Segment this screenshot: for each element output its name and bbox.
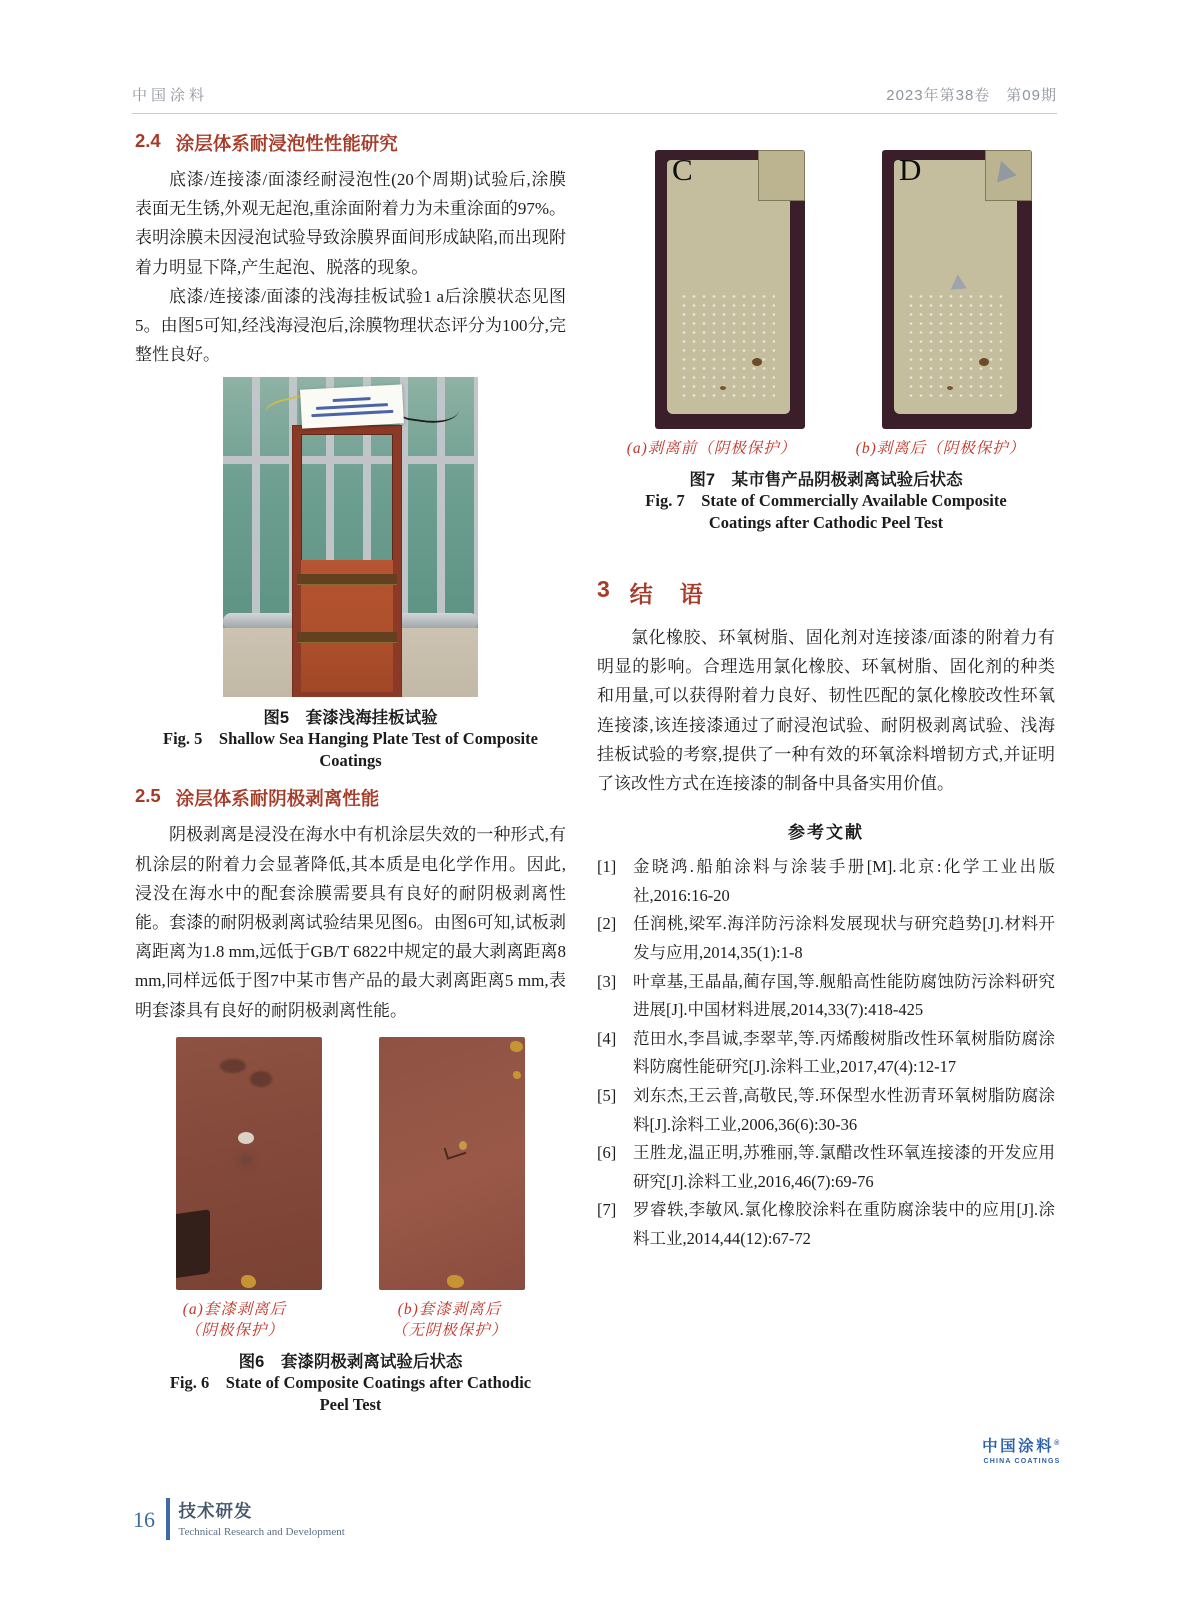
sample-tag [300, 385, 404, 429]
footer-section-zh: 技术研发 [178, 1501, 253, 1521]
inset-zoom [985, 150, 1032, 201]
reference-number: [4] [597, 1028, 617, 1048]
figure6-caption-en: Fig. 6 State of Composite Coatings after Cathodic Peel Test [169, 1372, 532, 1414]
chip [510, 1041, 523, 1052]
references-title: 参考文献 [788, 823, 864, 843]
section-number: 2.5 [135, 785, 161, 807]
stain [220, 1059, 246, 1073]
paragraph: 阴极剥离是浸没在海水中有机涂层失效的一种形式,有机涂层的附着力会显著降低,其本质是电化学作用。因此,浸没在海水中的配套涂膜需要具有良好的耐阴极剥离性能。套漆的耐阴极剥离试验结果见图6。由图6可知,试板剥离距离为1.8 mm,远低于GB/T 6822中规定的最大剥离距离8 mm,同样远低于图7中某市售产品的最大剥离距离5 mm,表明套漆具有良好的耐阴极剥离性能。 [135, 825, 566, 1020]
figure7-subcaptions [597, 438, 1055, 459]
logo-text-zh: 中国涂料® [982, 1438, 1062, 1455]
dark-patch [176, 1209, 210, 1279]
reference-text: 范田水,李昌诚,李翠苹,等.丙烯酸树脂改性环氧树脂防腐涂料防腐性能研究[J].涂料工业,2017,47(4):12-17 [633, 1028, 1055, 1077]
reference-item [597, 968, 1055, 1025]
page-header [132, 84, 1057, 114]
reference-text: 金晓鸿.船舶涂料与涂装手册[M].北京:化学工业出版社,2016:16-20 [633, 857, 1055, 905]
blister-speckles [679, 292, 775, 399]
tag-text-line [333, 397, 371, 402]
fouling-band [297, 574, 397, 584]
reference-number: [6] [597, 1143, 617, 1163]
section-title: 涂层体系耐阴极剥离性能 [175, 788, 380, 810]
figure7-photos [655, 150, 1055, 429]
reference-number: [5] [597, 1085, 617, 1105]
reference-item [597, 1196, 1055, 1253]
section-3-heading [597, 576, 1055, 609]
section-2-5-heading [135, 785, 566, 811]
issue-info: 2023年第38卷 第09期 [886, 87, 1057, 104]
figure6-caption-a: (a)套漆剥离后 （阴极保护） [182, 1300, 287, 1339]
test-panel [301, 560, 393, 692]
page-footer [133, 1498, 345, 1540]
registered-mark: ® [1054, 1439, 1062, 1447]
section-2-4-heading [135, 130, 566, 156]
footer-divider [166, 1498, 170, 1540]
reference-text: 刘东杰,王云普,高敬民,等.环保型水性沥青环氧树脂防腐涂料[J].涂料工业,2006,36(6):30-36 [633, 1085, 1055, 1134]
reference-item [597, 1082, 1055, 1139]
reference-text: 叶章基,王晶晶,蔺存国,等.舰船高性能防腐蚀防污涂料研究进展[J].中国材料进展,2014,33(7):418-425 [633, 971, 1055, 1020]
section-title: 结 语 [629, 581, 705, 607]
figure5-caption-zh: 图5 套漆浅海挂板试验 [263, 709, 438, 728]
reference-item [597, 910, 1055, 967]
reference-item [597, 1025, 1055, 1082]
paragraph: 氯化橡胶、环氧树脂、固化剂对连接漆/面漆的附着力有明显的影响。合理选用氯化橡胶、环氧树脂、固化剂的种类和用量,可以获得附着力良好、韧性匹配的氯化橡胶改性环氧连接漆,该连接漆通过了耐浸泡试验、耐阴极剥离试验、浅海挂板试验的考察,提供了一种有效的环氧涂料增韧方式,并证明了该改性方式在连接漆的制备中具备实用价值。 [597, 628, 1055, 794]
center-mark-dot [459, 1141, 467, 1150]
figure6-photos [135, 1037, 566, 1290]
rust-dots [979, 358, 989, 366]
figure6-caption-zh: 图6 套漆阴极剥离试验后状态 [238, 1352, 463, 1371]
tag-text-line [311, 410, 393, 417]
figure6-panel-a [176, 1037, 322, 1290]
figure7-caption-zh: 图7 某市售产品阴极剥离试验后状态 [689, 471, 963, 489]
china-coatings-logo [977, 1434, 1067, 1465]
figure6-caption-b: (b)套漆剥离后 （无阴极保护） [391, 1300, 508, 1339]
right-column [597, 150, 1055, 1254]
logo-text-en: CHINA COATINGS [983, 1458, 1061, 1465]
section-number: 2.4 [135, 130, 161, 151]
blister-speckles [906, 292, 1002, 399]
figure7-caption-a: (a)剥离前（阴极保护） [626, 440, 797, 457]
left-column [135, 126, 566, 1416]
figure7-caption-en: Fig. 7 State of Commercially Available Composite Coatings after Cathodic Peel Test [645, 491, 1007, 532]
section-title: 涂层体系耐浸泡性性能研究 [175, 133, 398, 154]
section-number: 3 [597, 576, 612, 602]
reference-text: 任润桃,梁军.海洋防污涂料发展现状与研究趋势[J].材料开发与应用,2014,35(1):1-8 [633, 914, 1055, 962]
chip [241, 1275, 256, 1288]
journal-name: 中国涂料 [132, 87, 209, 104]
reference-text: 王胜龙,温正明,苏雅丽,等.氯醋改性环氧连接漆的开发应用研究[J].涂料工业,2016,46(7):69-76 [633, 1143, 1055, 1191]
stain [250, 1071, 272, 1087]
chip [513, 1071, 521, 1079]
chip [447, 1275, 464, 1288]
reference-number: [2] [597, 914, 617, 934]
figure7-panel-d [882, 150, 1032, 429]
footer-section-en: Technical Research and Development [178, 1526, 345, 1538]
rust-dots [752, 358, 762, 366]
figure7-panel-c [655, 150, 805, 429]
paragraph: 底漆/连接漆/面漆经耐浸泡性(20个周期)试验后,涂膜表面无生锈,外观无起泡,重涂面附着力为未重涂面的97%。表明涂膜未因浸泡试验导致涂膜界面间形成缺陷,而出现附着力明显下降,产生起泡、脱落的现象。 [135, 170, 566, 277]
test-frame [293, 426, 401, 697]
fouling-band [297, 632, 397, 642]
drip-defect [238, 1132, 254, 1144]
figure5-photo [223, 377, 478, 697]
reference-item [597, 1139, 1055, 1196]
tag-text-line [316, 404, 388, 411]
reference-item [597, 853, 1055, 910]
figure6-subcaptions [135, 1299, 566, 1341]
panel-label: D [899, 152, 922, 187]
defect-zoomed [997, 161, 1019, 186]
figure7-caption-b: (b)剥离后（阴极保护） [855, 440, 1026, 457]
reference-text: 罗睿轶,李敏风.氯化橡胶涂料在重防腐涂装中的应用[J].涂料工业,2014,44(12):67-72 [633, 1200, 1055, 1248]
figure6-panel-b [379, 1037, 525, 1290]
figure5-caption-en: Fig. 5 Shallow Sea Hanging Plate Test of Composite Coatings [163, 729, 538, 771]
reference-number: [3] [597, 971, 617, 991]
panel-label: C [672, 152, 693, 187]
reference-number: [7] [597, 1200, 617, 1220]
paragraph: 底漆/连接漆/面漆的浅海挂板试验1 a后涂膜状态见图5。由图5可知,经浅海浸泡后,涂膜物理状态评分为100分,完整性良好。 [135, 286, 566, 365]
inset-zoom [758, 150, 805, 201]
page-number: 16 [133, 1507, 155, 1532]
reference-number: [1] [597, 857, 617, 877]
